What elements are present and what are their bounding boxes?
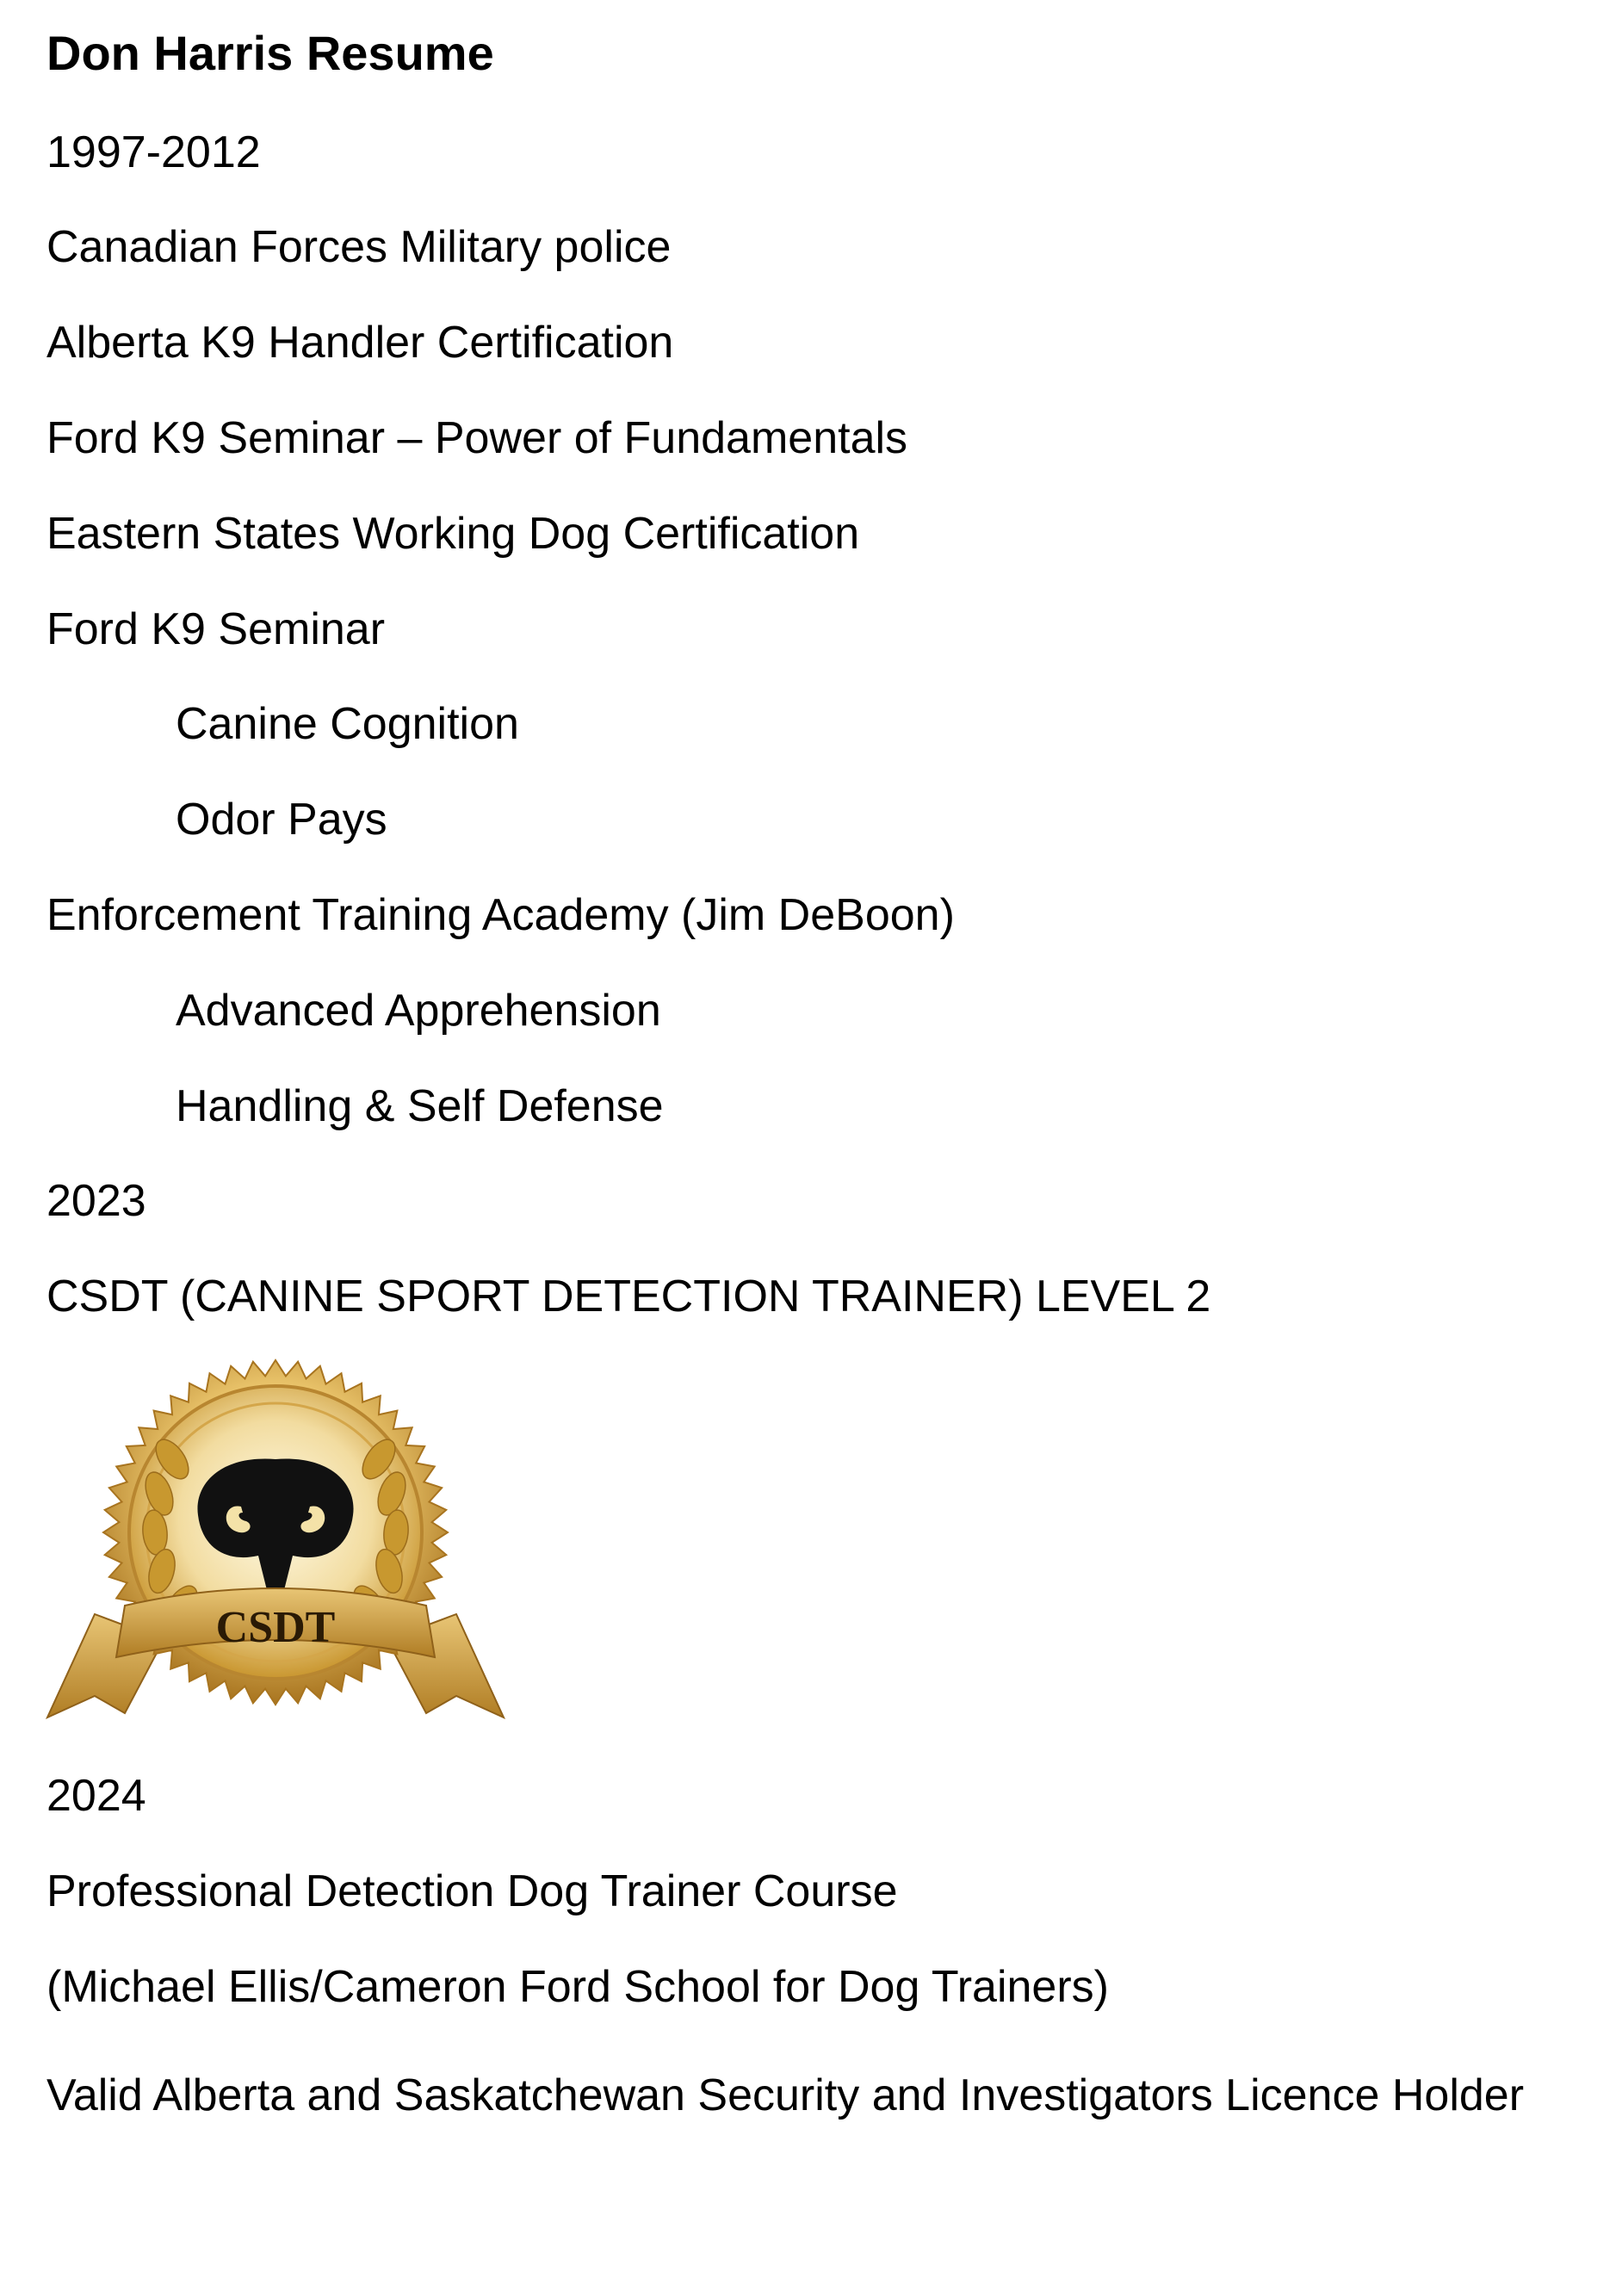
resume-line: Enforcement Training Academy (Jim DeBoon) xyxy=(46,890,955,940)
csdt-seal-icon xyxy=(43,1356,508,1735)
date-year-2023: 2023 xyxy=(46,1176,146,1226)
resume-subline: Odor Pays xyxy=(176,795,387,845)
resume-line: Canadian Forces Military police xyxy=(46,222,672,272)
seal-label: CSDT xyxy=(215,1603,336,1652)
resume-line: Ford K9 Seminar xyxy=(46,604,386,654)
resume-line: Alberta K9 Handler Certification xyxy=(46,318,674,368)
resume-subline: Handling & Self Defense xyxy=(176,1081,664,1131)
resume-subline: Canine Cognition xyxy=(176,699,519,749)
resume-line: Eastern States Working Dog Certification xyxy=(46,509,860,559)
resume-line: Valid Alberta and Saskatchewan Security and Investigators Licence Holder xyxy=(46,2070,1525,2120)
date-year-2024: 2024 xyxy=(46,1771,146,1821)
resume-line: (Michael Ellis/Cameron Ford School for Dog Trainers) xyxy=(46,1962,1109,2012)
date-range-1997-2012: 1997-2012 xyxy=(46,127,261,177)
resume-line: Professional Detection Dog Trainer Course xyxy=(46,1866,898,1916)
resume-line: CSDT (CANINE SPORT DETECTION TRAINER) LEVEL 2 xyxy=(46,1272,1211,1321)
page-title: Don Harris Resume xyxy=(46,26,494,80)
resume-subline: Advanced Apprehension xyxy=(176,986,661,1036)
resume-line: Ford K9 Seminar – Power of Fundamentals xyxy=(46,413,908,463)
